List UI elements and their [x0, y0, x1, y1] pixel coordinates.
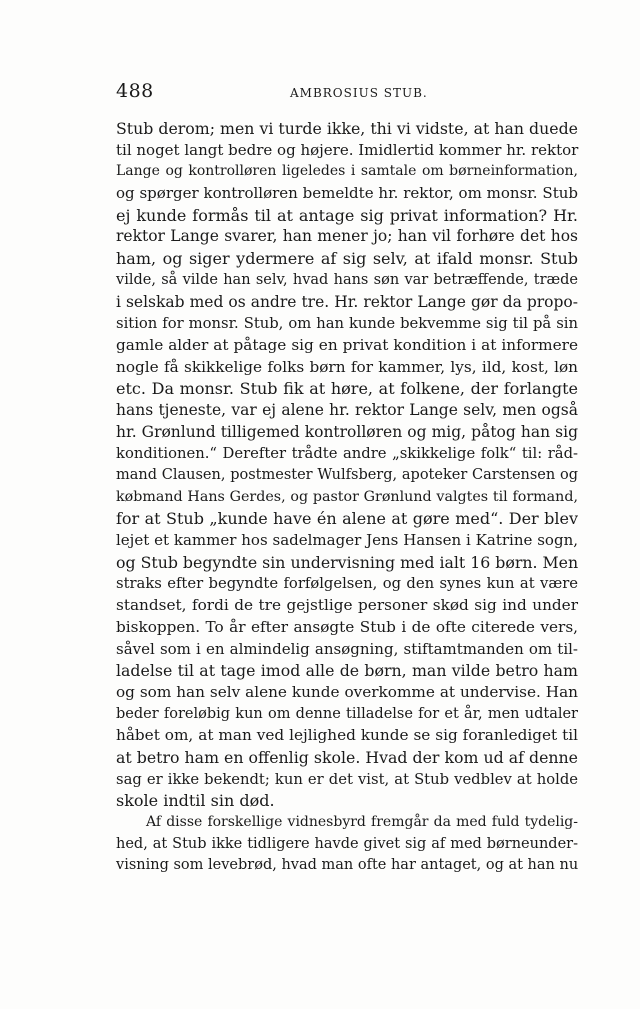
text-line: mand Clausen, postmester Wulfsberg, apoteker Carstensen og — [116, 467, 578, 483]
text-line: købmand Hans Gerdes, og pastor Grønlund valgtes til formand, — [116, 488, 578, 505]
running-title: AMBROSIUS STUB. — [290, 86, 428, 100]
text-line: gamle alder at påtage sig en privat kondition i at informere — [116, 335, 578, 354]
text-line: håbet om, at man ved lejlighed kunde se sig foranlediget til — [116, 726, 578, 745]
text-line: at betro ham en offenlig skole. Hvad der kom ud af denne — [116, 747, 578, 767]
text-line: beder foreløbig kun om denne tilladelse for et år, men udtaler — [116, 705, 578, 722]
text-line: Stub derom; men vi turde ikke, thi vi vidste, at han duede — [116, 119, 578, 138]
text-line: ej kunde formås til at antage sig privat information? Hr. — [116, 205, 578, 225]
text-line: i selskab med os andre tre. Hr. rektor Lange gør da propo- — [116, 292, 578, 311]
text-line: og spørger kontrolløren bemeldte hr. rektor, om monsr. Stub — [116, 184, 578, 203]
text-line: og Stub begyndte sin undervisning med ialt 16 børn. Men — [116, 552, 579, 572]
text-line: biskoppen. To år efter ansøgte Stub i de ofte citerede vers, — [116, 617, 578, 636]
text-line: lejet et kammer hos sadelmager Jens Hansen i Katrine sogn, — [116, 531, 578, 550]
text-line: til noget langt bedre og højere. Imidlertid kommer hr. rektor — [116, 140, 579, 159]
text-line: vilde, så vilde han selv, hvad hans søn var betræffende, træde — [116, 271, 578, 288]
text-line: og som han selv alene kunde overkomme at undervise. Han — [116, 682, 578, 701]
text-line: rektor Lange svarer, han mener jo; han vil forhøre det hos — [116, 227, 578, 246]
page-number: 488 — [116, 80, 154, 102]
text-line-paragraph-end: skole indtil sin død. — [116, 791, 275, 811]
text-line: sition for monsr. Stub, om han kunde bekvemme sig til på sin — [116, 315, 578, 333]
text-line: etc. Da monsr. Stub fik at høre, at folkene, der forlangte — [116, 379, 578, 399]
text-line: hans tjeneste, var ej alene hr. rektor Lange selv, men også — [116, 400, 578, 419]
text-line: hed, at Stub ikke tidligere havde givet sig af med børneunder- — [116, 835, 578, 852]
text-line: Lange og kontrolløren ligeledes i samtale om børneinformation, — [116, 163, 578, 180]
text-line: ladelse til at tage imod alle de børn, man vilde betro ham — [116, 661, 578, 681]
text-line: ham, og siger ydermere af sig selv, at ifald monsr. Stub — [116, 249, 578, 269]
text-line: konditionen.“ Derefter trådte andre „skikkelige folk“ til: råd- — [116, 445, 578, 463]
text-line: hr. Grønlund tilligemed kontrolløren og mig, påtog han sig — [116, 422, 578, 441]
text-line: straks efter begyndte forfølgelsen, og den synes kun at være — [116, 575, 578, 593]
text-line: standset, fordi de tre gejstlige personer skød sig ind under — [116, 596, 578, 615]
text-line: såvel som i en almindelig ansøgning, stiftamtmanden om til- — [116, 639, 578, 658]
text-line: sag er ikke bekendt; kun er det vist, at Stub vedblev at holde — [116, 770, 578, 788]
text-line: nogle få skikkelige folks børn for kammer, lys, ild, kost, løn — [116, 357, 578, 376]
body-text — [116, 118, 578, 877]
text-line: visning som levebrød, hvad man ofte har antaget, og at han nu — [116, 857, 579, 874]
text-line-paragraph-start: Af disse forskellige vidnesbyrd fremgår da med fuld tydelig- — [146, 814, 578, 830]
text-line: for at Stub „kunde have én alene at gøre med“. Der blev — [116, 509, 578, 529]
